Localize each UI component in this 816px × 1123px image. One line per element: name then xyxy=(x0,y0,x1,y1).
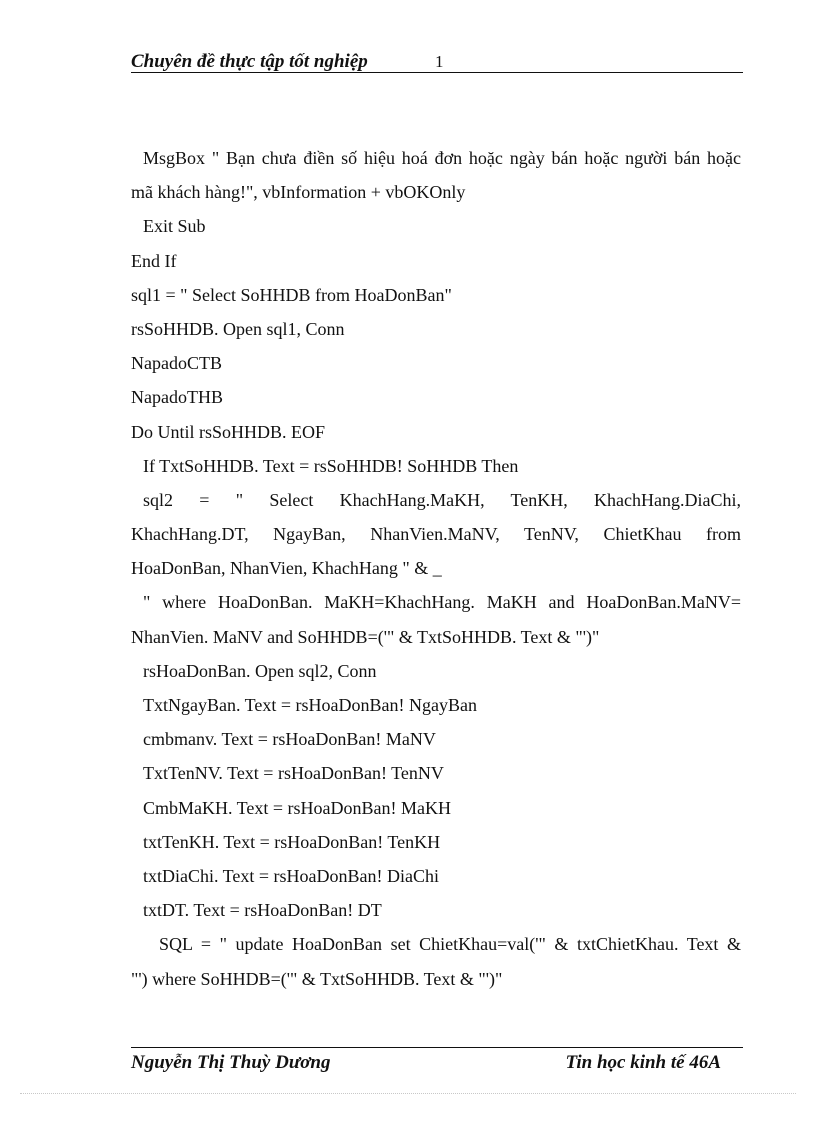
code-line: NapadoCTB xyxy=(131,353,222,374)
code-line: txtDiaChi. Text = rsHoaDonBan! DiaChi xyxy=(143,865,440,886)
code-line: " where HoaDonBan. MaKH=KhachHang. MaKH and HoaDonBan.MaNV= xyxy=(143,592,741,613)
code-line: HoaDonBan, NhanVien, KhachHang " & _ xyxy=(131,558,442,579)
page-footer xyxy=(131,1051,721,1075)
code-line: CmbMaKH. Text = rsHoaDonBan! MaKH xyxy=(143,797,452,818)
footer-class: Tin học kinh tế 46A xyxy=(565,1052,721,1073)
code-line: End If xyxy=(131,250,177,271)
code-line: TxtTenNV. Text = rsHoaDonBan! TenNV xyxy=(143,763,444,784)
code-line: NhanVien. MaNV and SoHHDB=('" & TxtSoHHDB. Text & "')" xyxy=(131,626,600,647)
code-line: SQL = " update HoaDonBan set ChietKhau=val('" & txtChietKhau. Text & xyxy=(159,934,741,955)
code-line: rsHoaDonBan. Open sql2, Conn xyxy=(143,660,377,681)
page-header xyxy=(131,52,743,73)
code-line: mã khách hàng!", vbInformation + vbOKOnly xyxy=(131,182,466,203)
code-line: txtDT. Text = rsHoaDonBan! DT xyxy=(143,900,382,921)
page-edge-divider xyxy=(20,1093,796,1094)
code-listing xyxy=(131,141,741,996)
code-line: cmbmanv. Text = rsHoaDonBan! MaNV xyxy=(143,729,436,750)
code-line: TxtNgayBan. Text = rsHoaDonBan! NgayBan xyxy=(143,695,477,715)
code-line: If TxtSoHHDB. Text = rsSoHHDB! SoHHDB Then xyxy=(143,455,519,476)
header-title: Chuyên đề thực tập tốt nghiệp xyxy=(131,51,368,72)
code-line: MsgBox " Bạn chưa điền số hiệu hoá đơn hoặc ngày bán hoặc người bán hoặc xyxy=(143,148,741,168)
footer-divider xyxy=(131,1047,743,1048)
code-line: rsSoHHDB. Open sql1, Conn xyxy=(131,318,345,339)
code-line: Do Until rsSoHHDB. EOF xyxy=(131,421,326,442)
code-line: Exit Sub xyxy=(143,216,206,237)
code-line: NapadoTHB xyxy=(131,387,223,408)
code-line: txtTenKH. Text = rsHoaDonBan! TenKH xyxy=(143,831,441,852)
code-line: sql1 = " Select SoHHDB from HoaDonBan" xyxy=(131,284,452,305)
code-line: KhachHang.DT, NgayBan, NhanVien.MaNV, TenNV, ChietKhau from xyxy=(131,524,741,545)
page-number: 1 xyxy=(435,52,444,71)
code-line: "') where SoHHDB=('" & TxtSoHHDB. Text & "')" xyxy=(131,968,503,989)
footer-author: Nguyễn Thị Thuỳ Dương xyxy=(131,1052,331,1073)
code-line: sql2 = " Select KhachHang.MaKH, TenKH, KhachHang.DiaChi, xyxy=(143,489,741,510)
